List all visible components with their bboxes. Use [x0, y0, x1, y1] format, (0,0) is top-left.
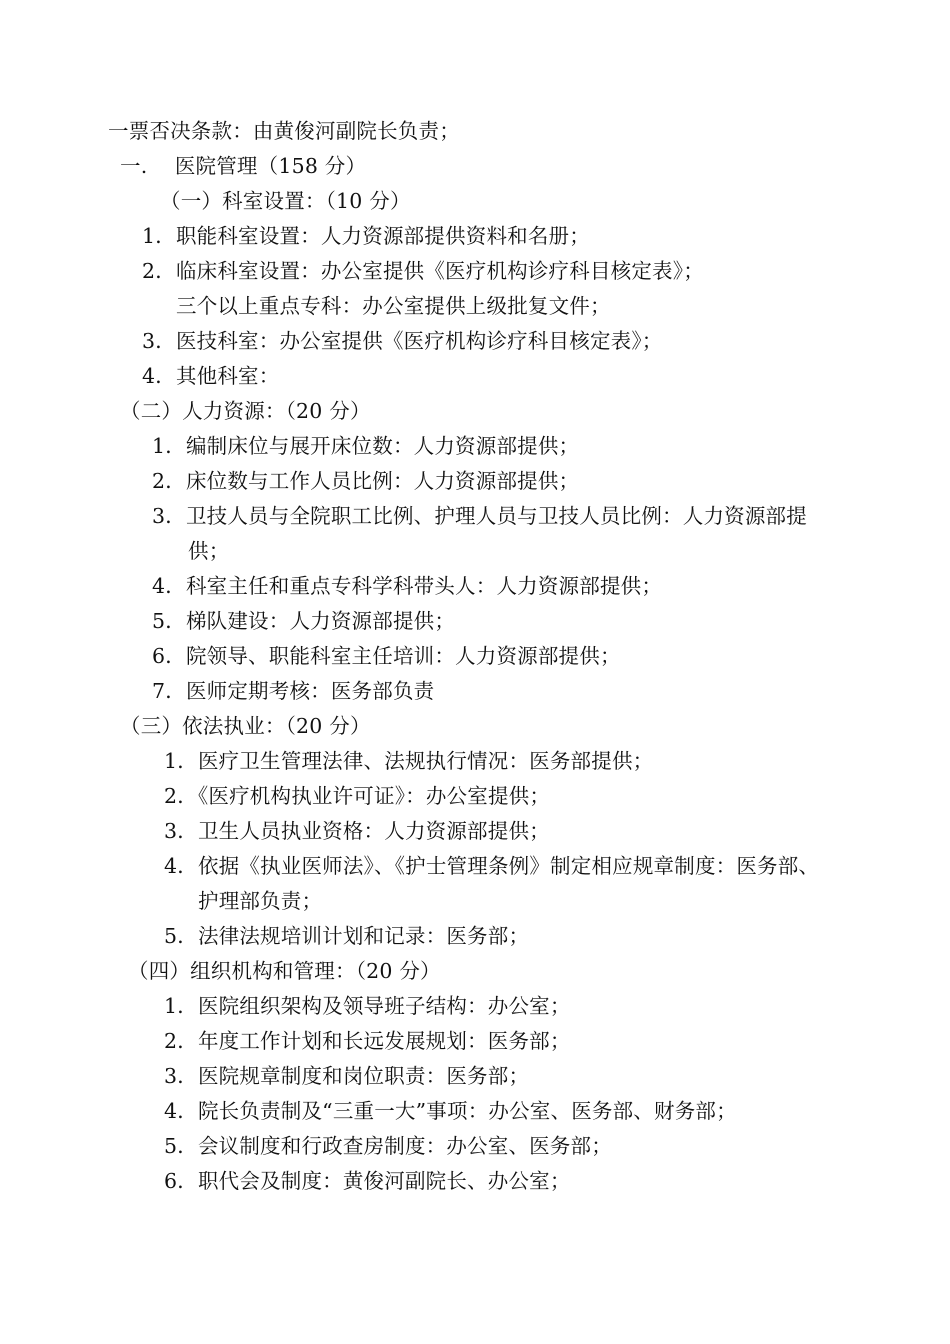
list-item: 4．依据《执业医师法》、《护士管理条例》制定相应规章制度：医务部、 [164, 854, 820, 878]
list-item: 2．《医疗机构执业许可证》：办公室提供； [164, 784, 551, 808]
list-item: 3．卫技人员与全院职工比例、护理人员与卫技人员比例：人力资源部提 [152, 504, 807, 528]
subsection-heading-organization: （四）组织机构和管理：（20 分） [128, 959, 441, 983]
list-item: 7．医师定期考核：医务部负责 [152, 679, 435, 703]
list-item: 1．职能科室设置：人力资源部提供资料和名册； [142, 224, 590, 248]
list-item: 4．院长负责制及“三重一大”事项：办公室、医务部、财务部； [164, 1099, 737, 1123]
list-item: 3．医技科室：办公室提供《医疗机构诊疗科目核定表》； [142, 329, 663, 353]
subsection-heading-human-resources: （二）人力资源：（20 分） [120, 399, 371, 423]
list-item: 2．年度工作计划和长远发展规划：医务部； [164, 1029, 571, 1053]
list-item: 1．医院组织架构及领导班子结构：办公室； [164, 994, 571, 1018]
list-item: 1．医疗卫生管理法律、法规执行情况：医务部提供； [164, 749, 654, 773]
list-item: 3．卫生人员执业资格：人力资源部提供； [164, 819, 550, 843]
subsection-heading-department-setup: （一）科室设置：（10 分） [160, 189, 411, 213]
list-item: 3．医院规章制度和岗位职责：医务部； [164, 1064, 530, 1088]
list-item: 2．床位数与工作人员比例：人力资源部提供； [152, 469, 580, 493]
section-heading-hospital-management: 一. 医院管理（158 分） [120, 154, 367, 178]
list-item: 5．法律法规培训计划和记录：医务部； [164, 924, 530, 948]
list-item-continuation: 三个以上重点专科：办公室提供上级批复文件； [176, 294, 611, 318]
subsection-heading-legal-practice: （三）依法执业：（20 分） [120, 714, 371, 738]
list-item: 4．科室主任和重点专科学科带头人：人力资源部提供； [152, 574, 663, 598]
list-item: 4．其他科室： [142, 364, 280, 388]
list-item: 1．编制床位与展开床位数：人力资源部提供； [152, 434, 580, 458]
list-item-continuation: 护理部负责； [198, 889, 323, 913]
list-item: 5．会议制度和行政查房制度：办公室、医务部； [164, 1134, 612, 1158]
list-item-continuation: 供； [188, 539, 230, 563]
veto-clause-line: 一票否决条款：由黄俊河副院长负责； [108, 119, 460, 143]
list-item: 6．院领导、职能科室主任培训：人力资源部提供； [152, 644, 621, 668]
list-item: 5．梯队建设：人力资源部提供； [152, 609, 456, 633]
list-item: 2．临床科室设置：办公室提供《医疗机构诊疗科目核定表》； [142, 259, 704, 283]
list-item: 6．职代会及制度：黄俊河副院长、办公室； [164, 1169, 571, 1193]
